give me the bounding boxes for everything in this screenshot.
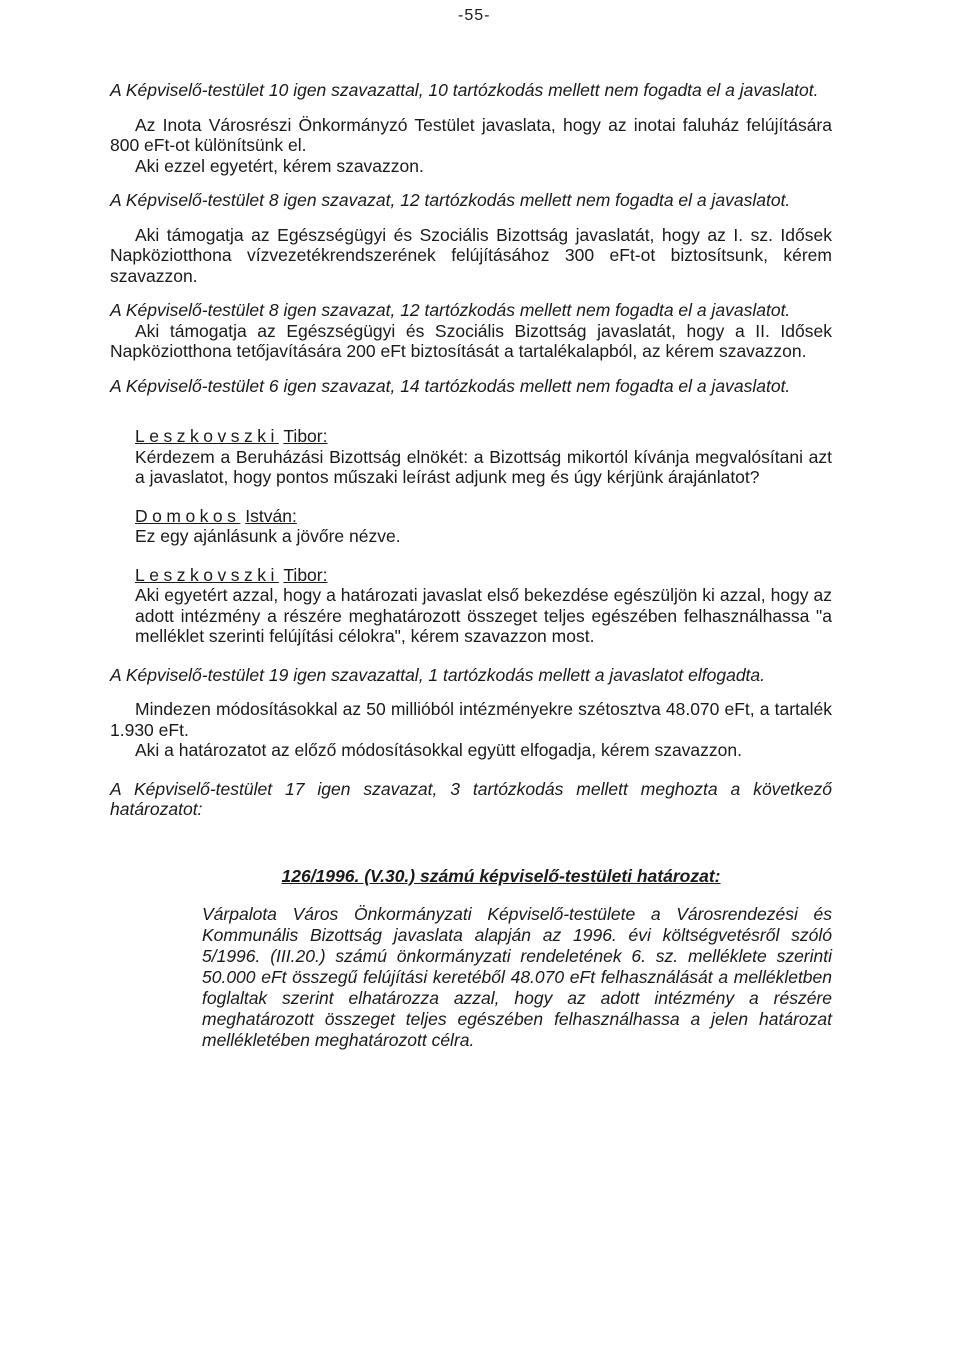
- vote-call: Aki a határozatot az előző módosításokkal együtt elfogadja, kérem szavazzon.: [135, 740, 742, 760]
- vote-result: A Képviselő-testület 8 igen szavazat, 12 tartózkodás mellett nem fogadta el a javaslatot.: [110, 190, 791, 210]
- speaker-surname: Leszkovszki: [135, 564, 279, 585]
- vote-result: A Képviselő-testület 19 igen szavazattal, 1 tartózkodás mellett a javaslatot elfogadta.: [110, 664, 766, 685]
- vote-call: Aki ezzel egyetért, kérem szavazzon.: [135, 155, 424, 176]
- speaker-block: [110, 506, 832, 547]
- resolution-title: 126/1996. (V.30.) számú képviselő-testületi határozat:: [281, 865, 721, 886]
- speaker-firstname: Tibor:: [283, 564, 328, 585]
- proposal-text: Aki támogatja az Egészségügyi és Szociális Bizottság javaslatát, hogy az I. sz. Idősek Napköziotthona vízvezetékrendszerének felújításához 300 eFt-ot biztosítsunk, kérem szavazzon.: [110, 224, 832, 286]
- speech-text: Kérdezem a Beruházási Bizottság elnökét: a Bizottság mikortól kívánja megvalósítani azt a javaslatot, hogy pontos műszaki leírást adjunk meg és úgy kérjünk árajánlatot?: [135, 446, 832, 487]
- summary-text: Mindezen módosításokkal az 50 millióból intézményekre szétosztva 48.070 eFt, a tartalék 1.930 eFt.: [110, 699, 832, 740]
- speech-text: Ez egy ajánlásunk a jövőre nézve.: [135, 526, 401, 546]
- vote-result: A Képviselő-testület 10 igen szavazattal, 10 tartózkodás mellett nem fogadta el a javaslatot.: [110, 80, 819, 100]
- speaker-firstname: István:: [245, 505, 297, 526]
- speaker-block: [110, 426, 832, 488]
- proposal-text: Az Inota Városrészi Önkormányzó Testület javaslata, hogy az inotai faluház felújítására 800 eFt-ot különítsünk el.: [110, 114, 832, 155]
- vote-result: A Képviselő-testület 17 igen szavazat, 3 tartózkodás mellett meghozta a következő határozatot:: [110, 778, 832, 819]
- vote-result: A Képviselő-testület 6 igen szavazat, 14 tartózkodás mellett nem fogadta el a javaslatot.: [110, 375, 791, 396]
- page-number: -55-: [458, 7, 491, 24]
- vote-result: A Képviselő-testület 8 igen szavazat, 12 tartózkodás mellett nem fogadta el a javaslatot.: [110, 300, 791, 320]
- resolution-body: Várpalota Város Önkormányzati Képviselő-testülete a Városrendezési és Kommunális Bizottság javaslata alapján az 1996. évi költségvetésről szóló 5/1996. (III.20.) számú önkormányzati rendeletének 6. sz. melléklete szerinti 50.000 eFt összegű felújítási keretéből 48.070 eFt felhasználását a mellékletben foglaltak szerint elhatározza azzal, hogy az adott intézmény a részére meghatározott összeget teljes egészében felhasználhassa a jelen határozat mellékletében meghatározott célra.: [202, 904, 832, 1050]
- document-body: [110, 80, 832, 1051]
- proposal-text: Aki támogatja az Egészségügyi és Szociális Bizottság javaslatát, hogy a II. Idősek Napköziotthona tetőjavítására 200 eFt biztosítását a tartalékalapból, az kérem szavazzon.: [110, 320, 832, 361]
- speaker-surname: Domokos: [135, 505, 241, 526]
- speaker-firstname: Tibor:: [283, 426, 328, 446]
- speaker-block: [110, 565, 832, 647]
- speech-text: Aki egyetért azzal, hogy a határozati javaslat első bekezdése egészüljön ki azzal, hogy az adott intézmény a részére meghatározott összeget teljes egészében felhasználhassa "a melléklet szerinti felújítási célokra", kérem szavazzon most.: [135, 585, 832, 646]
- speaker-surname: Leszkovszki: [135, 426, 279, 446]
